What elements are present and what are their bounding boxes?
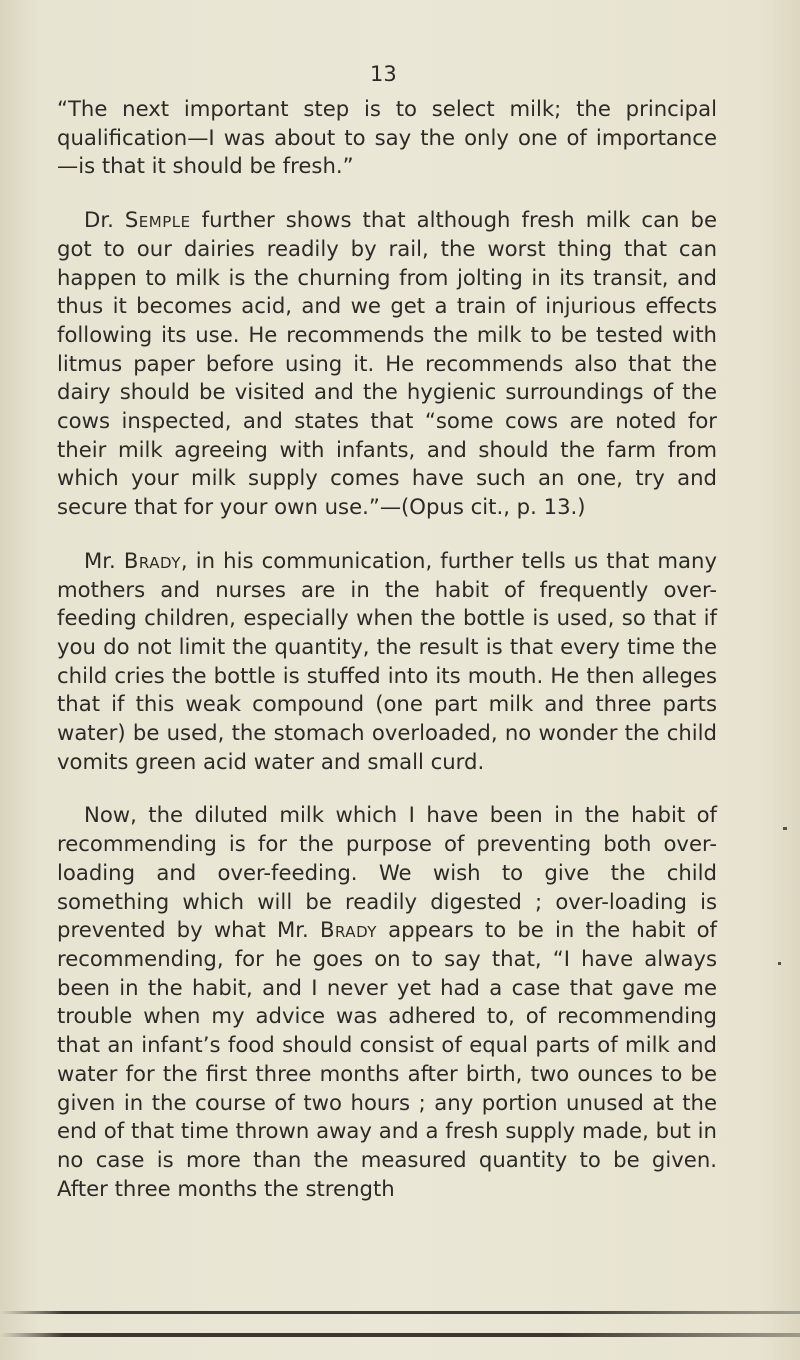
margin-mark	[783, 827, 787, 830]
bottom-rule	[0, 1311, 800, 1314]
text-run: further shows that although fresh milk can be got to our dairies readily by rail, the worst thing that can happen to milk is the churning from jolting in its transit, and thus it becomes acid, and we get a train of injurious effects following its use. He recommends the milk to be tested with litmus paper before using it. He recommends also that the dairy should be visited and the hygienic surroundings of the cows inspected, and states that “some cows are noted for their milk agreeing with infants, and should the farm from which your milk supply comes have such an one, try and secure that for your own use.”—(Opus cit., p. 13.)	[57, 207, 717, 520]
author-name-brady-2: Brady	[319, 917, 377, 943]
bottom-rule-2	[0, 1333, 800, 1337]
text-run: appears to be in the habit of recommending, for he goes on to say that, “I have always been in the habit, and I never yet had a case that gave me trouble when my advice was adhered to, of recommending that an infant’s food should consist of equal parts of milk and water for the first three months after birth, two ounces to be given in the course of two hours ; any portion unused at the end of that time thrown away and a fresh supply made, but in no case is more than the measured quantity to be given. After three months the strength	[57, 917, 717, 1201]
paragraph-brady	[57, 547, 717, 777]
paragraph-diluted-milk	[57, 801, 717, 1203]
author-name-semple: Semple	[124, 207, 191, 233]
paragraph-quote: “The next important step is to select milk; the principal qualification—I was about to say the only one of importance—is that it should be fresh.”	[57, 96, 717, 179]
body-text	[57, 95, 717, 1228]
margin-mark	[778, 962, 781, 965]
author-name-brady: Brady	[123, 547, 181, 573]
text-run: Mr.	[84, 547, 124, 573]
page-number: 13	[370, 62, 397, 86]
paragraph-semple	[57, 206, 717, 522]
text-run: , in his communication, further tells us that many mothers and nurses are in the habit of frequently over-feeding children, especially when the bottle is used, so that if you do not limit the quantity, the result is that every time the child cries the bottle is stuffed into its mouth. He then alleges that if this weak compound (one part milk and three parts water) be used, the stomach overloaded, no wonder the child vomits green acid water and small curd.	[57, 547, 718, 774]
text-run: Now, the diluted milk which I have been in the habit of recommending is for the purpose of preventing both over-loading and over-feeding. We wish to give the child something which will be readily digested ; over-loading is prevented by what Mr.	[57, 802, 717, 943]
text-run: Dr.	[84, 207, 125, 233]
